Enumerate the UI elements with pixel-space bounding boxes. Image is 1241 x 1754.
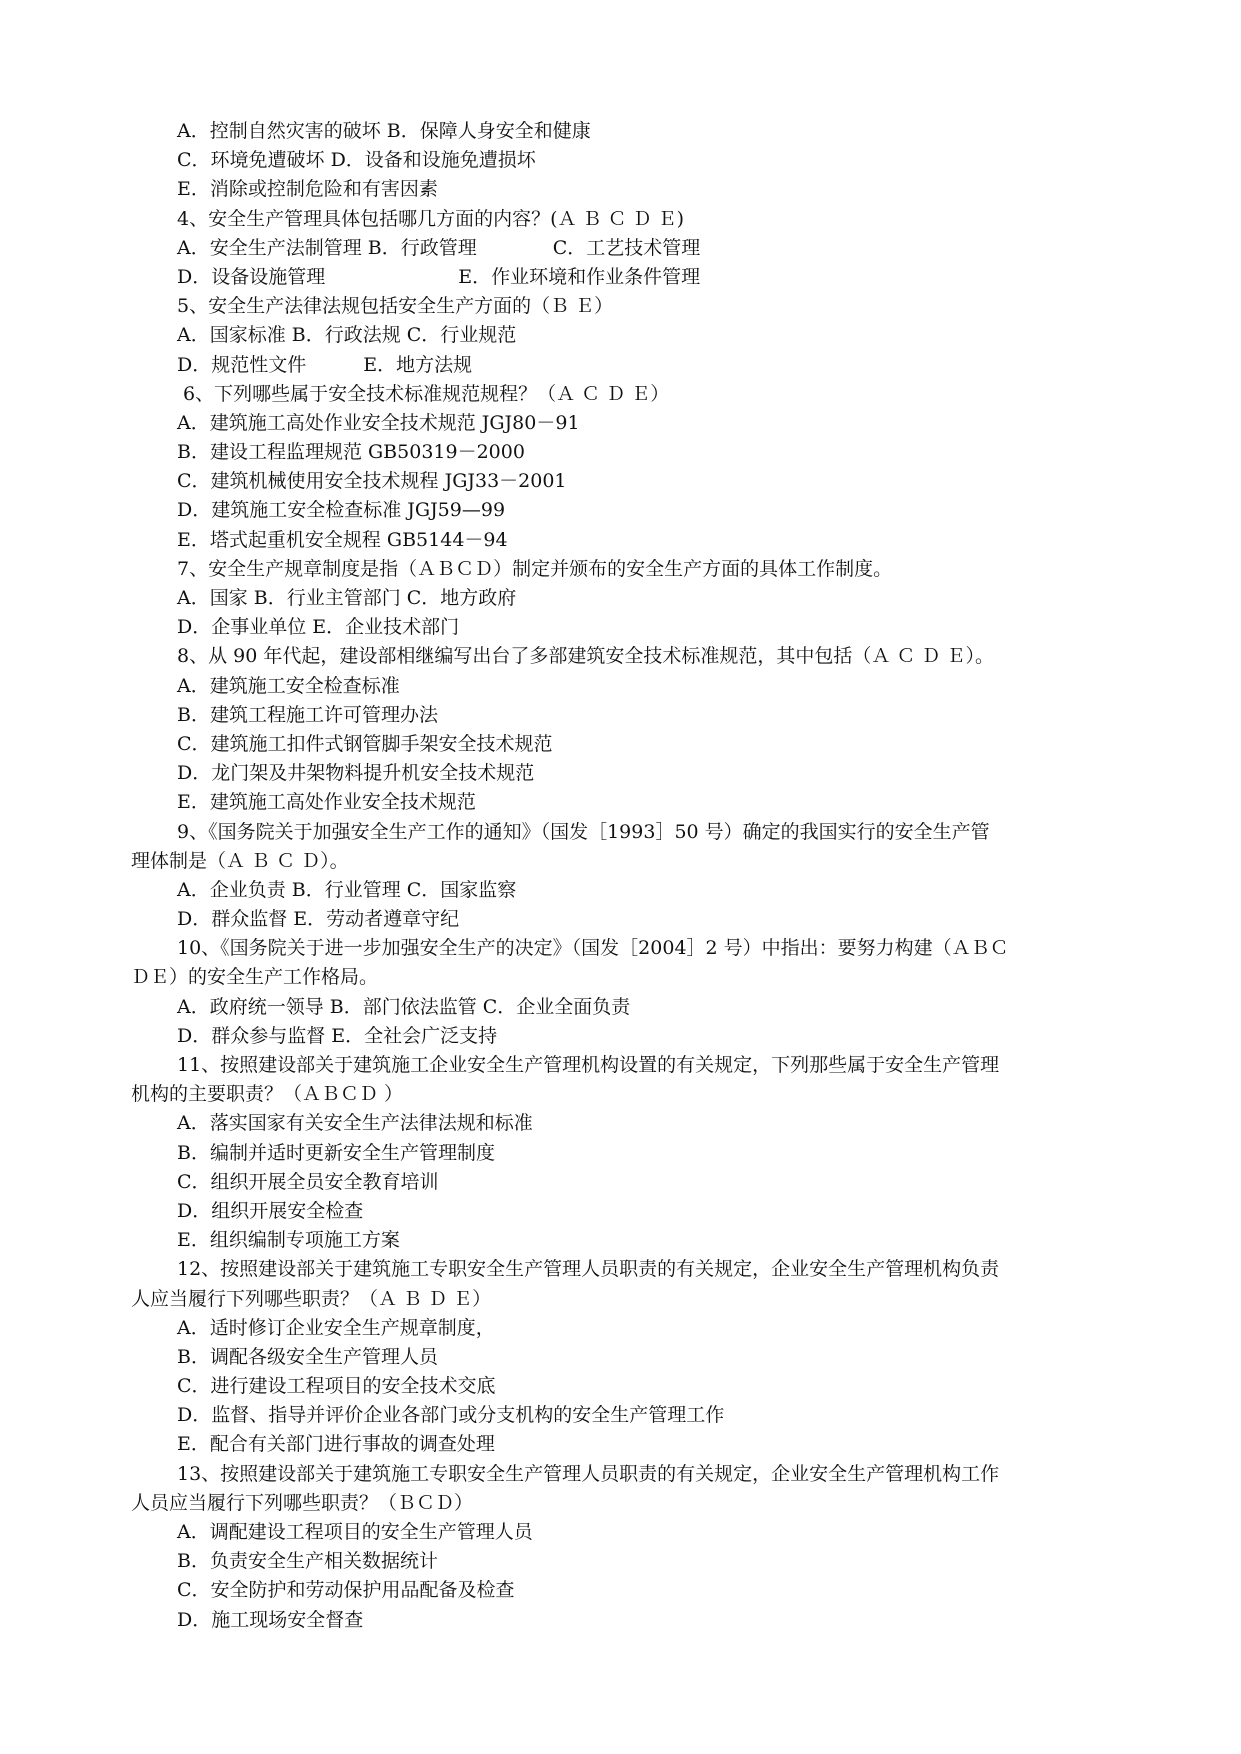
text-line: 12、按照建设部关于建筑施工专职安全生产管理人员职责的有关规定，企业安全生产管理机构负责 [177, 1258, 1000, 1281]
text-line: B．负责安全生产相关数据统计 [177, 1550, 438, 1573]
text-line: 理体制是（Ａ Ｂ Ｃ Ｄ）。 [131, 849, 349, 872]
text-line: E．塔式起重机安全规程 GB5144－94 [177, 528, 508, 551]
text-line: 10、《国务院关于进一步加强安全生产的决定》（国发［2004］2 号）中指出：要努力构建（ＡＢＣ [177, 937, 1009, 960]
text-line: D．企事业单位 E．企业技术部门 [177, 616, 460, 639]
text-line: ＤＥ）的安全生产工作格局。 [131, 966, 379, 989]
text-line: C．建筑施工扣件式钢管脚手架安全技术规范 [177, 732, 553, 755]
text-line: C．组织开展全员安全教育培训 [177, 1170, 439, 1193]
text-line: 7、安全生产规章制度是指（ＡＢＣＤ）制定并颁布的安全生产方面的具体工作制度。 [177, 557, 893, 580]
text-line: E．配合有关部门进行事故的调查处理 [177, 1433, 495, 1456]
text-line: A．国家 B．行业主管部门 C．地方政府 [177, 587, 517, 609]
text-line: C．进行建设工程项目的安全技术交底 [177, 1375, 496, 1398]
text-line: A．企业负责 B．行业管理 C．国家监察 [177, 878, 517, 901]
text-line: 人员应当履行下列哪些职责？（ＢＣＤ） [131, 1491, 474, 1514]
text-line: 9、《国务院关于加强安全生产工作的通知》（国发［1993］50 号）确定的我国实行的安全生产管 [177, 820, 990, 843]
text-line: 6、下列哪些属于安全技术标准规范规程？（Ａ Ｃ Ｄ Ｅ） [177, 382, 670, 405]
text-line: A．控制自然灾害的破坏 B．保障人身安全和健康 [177, 120, 591, 142]
text-line: D．施工现场安全督查 [177, 1608, 364, 1631]
text-line: A．落实国家有关安全生产法律法规和标准 [177, 1112, 533, 1135]
text-line: 机构的主要职责？（ＡＢＣＤ ） [131, 1083, 404, 1106]
text-line: 4、安全生产管理具体包括哪几方面的内容？(Ａ Ｂ Ｃ Ｄ Ｅ) [177, 207, 685, 230]
text-line: D．龙门架及井架物料提升机安全技术规范 [177, 762, 535, 785]
text-line: B．建设工程监理规范 GB50319－2000 [177, 441, 525, 464]
text-line: 13、按照建设部关于建筑施工专职安全生产管理人员职责的有关规定，企业安全生产管理机构工作 [177, 1462, 1000, 1485]
text-line: A．安全生产法制管理 B．行政管理 C．工艺技术管理 [177, 236, 701, 259]
text-line: A．国家标准 B．行政法规 C．行业规范 [177, 324, 517, 347]
text-line: A．建筑施工安全检查标准 [177, 674, 400, 697]
text-line: C．建筑机械使用安全技术规程 JGJ33－2001 [177, 470, 567, 493]
text-line: B．建筑工程施工许可管理办法 [177, 703, 438, 726]
text-line: E．消除或控制危险和有害因素 [177, 178, 438, 201]
text-line: D．群众参与监督 E．全社会广泛支持 [177, 1024, 498, 1047]
document-body [131, 117, 1111, 1635]
text-line: C．安全防护和劳动保护用品配备及检查 [177, 1579, 515, 1602]
text-line: C．环境免遭破坏 D．设备和设施免遭损坏 [177, 149, 536, 172]
text-line: D．组织开展安全检查 [177, 1199, 364, 1222]
text-line: E．组织编制专项施工方案 [177, 1229, 400, 1252]
text-line: A．适时修订企业安全生产规章制度， [177, 1316, 495, 1339]
text-line: 8、从 90 年代起，建设部相继编写出台了多部建筑安全技术标准规范，其中包括（Ａ Ｃ Ｄ Ｅ）。 [177, 645, 994, 668]
text-line: B．编制并适时更新安全生产管理制度 [177, 1141, 495, 1164]
text-line: 5、安全生产法律法规包括安全生产方面的（Ｂ Ｅ） [177, 295, 614, 318]
text-line: A．政府统一领导 B．部门依法监管 C．企业全面负责 [177, 995, 631, 1018]
text-line: D．设备设施管理 E．作业环境和作业条件管理 [177, 265, 701, 288]
text-line: 人应当履行下列哪些职责？（Ａ Ｂ Ｄ Ｅ） [131, 1287, 492, 1310]
text-line: D．监督、指导并评价企业各部门或分支机构的安全生产管理工作 [177, 1404, 725, 1427]
text-line: D．建筑施工安全检查标准 JGJ59—99 [177, 499, 506, 522]
text-line: A．调配建设工程项目的安全生产管理人员 [177, 1521, 533, 1543]
text-line: D．群众监督 E．劳动者遵章守纪 [177, 908, 460, 931]
text-line: B．调配各级安全生产管理人员 [177, 1345, 438, 1368]
text-line: 11、按照建设部关于建筑施工企业安全生产管理机构设置的有关规定，下列那些属于安全生产管理 [177, 1054, 1000, 1076]
text-line: E．建筑施工高处作业安全技术规范 [177, 791, 476, 814]
text-line: A．建筑施工高处作业安全技术规范 JGJ80－91 [177, 411, 580, 434]
text-line: D．规范性文件 E．地方法规 [177, 353, 473, 376]
